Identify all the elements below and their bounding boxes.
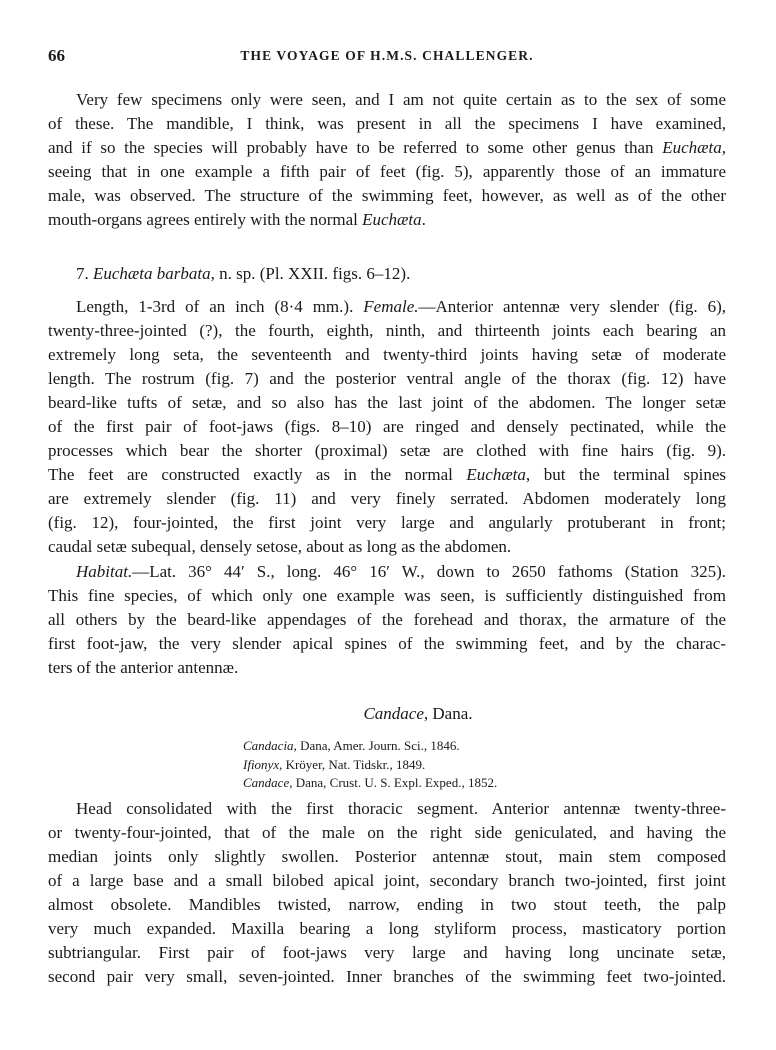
text-line: and if so the species will probably have to be referred to some other genus than Euchæta, xyxy=(48,138,726,157)
text-line: very much expanded. Maxilla bearing a long styliform process, masticatory portion xyxy=(48,919,726,938)
text-line: median joints only slightly swollen. Posterior antennæ stout, main stem composed xyxy=(48,847,726,866)
text-line: subtriangular. First pair of foot-jaws very large and having long uncinate setæ, xyxy=(48,943,726,962)
synonym-name: Candace xyxy=(243,775,290,790)
text-line: first foot-jaw, the very slender apical spines of the swimming feet, and by the charac- xyxy=(48,634,726,653)
text-line: twenty-three-jointed (?), the fourth, eighth, ninth, and thirteenth joints each bearing an xyxy=(48,321,726,340)
text-line: male, was observed. The structure of the swimming feet, however, as well as of the other xyxy=(48,186,726,205)
text-line: beard-like tufts of setæ, and so also has the last joint of the abdomen. The longer setæ xyxy=(48,393,726,412)
synonym-name: Ifionyx xyxy=(243,756,280,772)
text-line: caudal setæ subequal, densely setose, about as long as the abdomen. xyxy=(48,537,512,556)
page-number: 66 xyxy=(48,46,65,65)
text-line: length. The rostrum (fig. 7) and the posterior ventral angle of the thorax (fig. 12) have xyxy=(48,369,726,388)
text-line: mouth-organs agrees entirely with the normal Euchæta. xyxy=(48,210,426,229)
text-line: extremely long seta, the seventeenth and twenty-third joints having setæ of moderate xyxy=(48,345,726,364)
description-paragraph xyxy=(48,295,726,559)
text-line: Very few specimens only were seen, and I am not quite certain as to the sex of some xyxy=(76,90,726,109)
synonym-citation: , Dana, Crust. U. S. Expl. Exped., 1852. xyxy=(289,775,498,790)
intro-paragraph xyxy=(48,88,726,232)
synonym-citation: , Kröyer, Nat. Tidskr., 1849. xyxy=(279,756,426,772)
text-line: all others by the beard-like appendages of the forehead and thorax, the armature of the xyxy=(48,610,726,629)
synonymy-entry xyxy=(243,756,497,775)
text-line: of these. The mandible, I think, was present in all the specimens I have examined, xyxy=(48,114,726,133)
text-line: are extremely slender (fig. 11) and very finely serrated. Abdomen moderately long xyxy=(48,489,726,508)
synonymy-entry xyxy=(243,774,497,793)
text-line: almost obsolete. Mandibles twisted, narrow, ending in two stout teeth, the palp xyxy=(48,895,726,914)
page-header xyxy=(48,46,726,68)
running-title: THE VOYAGE OF H.M.S. CHALLENGER. xyxy=(240,48,534,63)
synonymy-list xyxy=(243,737,497,793)
habitat-paragraph xyxy=(48,560,726,680)
synonym-name: Candacia xyxy=(243,738,294,753)
text-line: second pair very small, seven-jointed. Inner branches of the swimming feet two-jointed. xyxy=(48,967,726,986)
text-line: (fig. 12), four-jointed, the first joint very large and angularly protuberant in front; xyxy=(48,513,726,532)
text-line: ters of the anterior antennæ. xyxy=(48,658,239,677)
genus-name: Candace xyxy=(363,704,424,723)
genus-description-paragraph xyxy=(48,797,726,989)
text-line: The feet are constructed exactly as in the normal Euchæta, but the terminal spines xyxy=(48,465,727,484)
text-line: Length, 1-3rd of an inch (8·4 mm.). Female.—Anterior antennæ very slender (fig. 6), xyxy=(76,297,726,316)
species-number: 7. xyxy=(76,264,89,283)
genus-author: , Dana. xyxy=(423,704,473,723)
species-heading-rest: , n. sp. (Pl. XXII. figs. 6–12). xyxy=(210,264,411,283)
text-line: processes which bear the shorter (proximal) setæ are clothed with fine hairs (fig. 9). xyxy=(48,441,726,460)
text-line: Head consolidated with the first thoracic segment. Anterior antennæ twenty-three- xyxy=(76,799,726,818)
text-line: This fine species, of which only one example was seen, is sufficiently distinguished from xyxy=(48,586,726,605)
text-line: or twenty-four-jointed, that of the male on the right side geniculated, and having the xyxy=(48,823,726,842)
synonymy-entry xyxy=(243,737,497,756)
genus-heading xyxy=(0,704,776,724)
text-line: of a large base and a small bilobed apical joint, secondary branch two-jointed, first joint xyxy=(48,871,726,890)
text-line: Habitat.—Lat. 36° 44′ S., long. 46° 16′ W., down to 2650 fathoms (Station 325). xyxy=(76,562,726,581)
species-heading xyxy=(76,262,410,286)
text-line: seeing that in one example a fifth pair of feet (fig. 5), apparently those of an immature xyxy=(48,162,726,181)
synonym-citation: , Dana, Amer. Journ. Sci., 1846. xyxy=(293,738,460,753)
text-line: of the first pair of foot-jaws (figs. 8–10) are ringed and densely pectinated, while the xyxy=(48,417,726,436)
species-name: Euchæta barbata xyxy=(93,264,211,283)
